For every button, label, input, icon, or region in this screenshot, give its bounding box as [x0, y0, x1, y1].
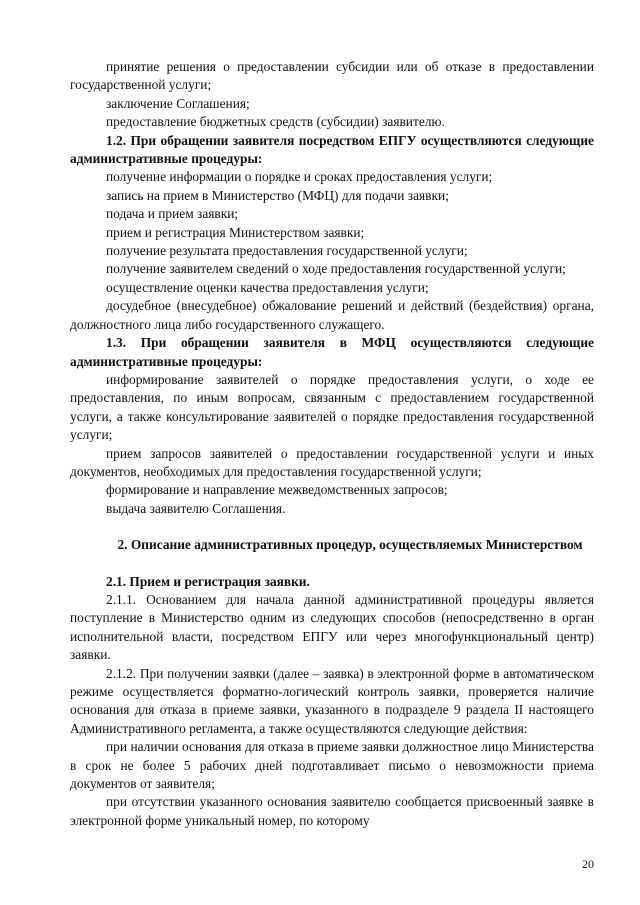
paragraph: 2.1.1. Основанием для начала данной административной процедуры является поступление в Министерство одним из следующих способов (непосредственно в орган исполнительной власти, посредством ЕПГУ или через многофункциональный центр) заявки.	[70, 591, 594, 663]
paragraph: получение информации о порядке и сроках предоставления услуги;	[106, 169, 493, 185]
page-number: 20	[582, 857, 594, 871]
paragraph: досудебное (внесудебное) обжалование решений и действий (бездействия) органа, должностного лица либо государственного служащего.	[70, 298, 594, 332]
subsection-heading: 1.2. При обращении заявителя посредством ЕПГУ осуществляются следующие административные процедуры:	[70, 132, 594, 167]
document-body	[70, 58, 594, 830]
paragraph: получение результата предоставления государственной услуги;	[106, 243, 468, 259]
paragraph: прием и регистрация Министерством заявки;	[106, 224, 365, 240]
paragraph: принятие решения о предоставлении субсидии или об отказе в предоставлении государственной услуги;	[70, 59, 594, 93]
paragraph: информирование заявителей о порядке предоставления услуги, о ходе ее предоставления, по иным вопросам, связанным с предоставлением государственной услуги, а также консультирование заявителей о порядке предоставления государственной услуги;	[70, 371, 594, 443]
paragraph: выдача заявителю Соглашения.	[106, 500, 286, 516]
paragraph: заключение Соглашения;	[106, 95, 250, 111]
paragraph: при отсутствии указанного основания заявителю сообщается присвоенный заявке в электронной форме уникальный номер, по которому	[70, 794, 594, 828]
paragraph: при наличии основания для отказа в приеме заявки должностное лицо Министерства в срок не более 5 рабочих дней подготавливает письмо о невозможности приема документов от заявителя;	[70, 739, 594, 792]
paragraph: получение заявителем сведений о ходе предоставления государственной услуги;	[106, 261, 566, 277]
section-heading: 2. Описание административных процедур, осуществляемых Министерством	[117, 537, 583, 553]
paragraph: формирование и направление межведомственных запросов;	[106, 482, 448, 498]
paragraph: запись на прием в Министерство (МФЦ) для подачи заявки;	[106, 187, 449, 203]
paragraph: 2.1.2. При получении заявки (далее – заявка) в электронной форме в автоматическом режиме осуществляется форматно-логический контроль заявки, проверяется наличие основания для отказа в приеме заявки, указанного в подразделе 9 раздела II настоящего Административного регламента, а также осуществляются следующие действия:	[70, 665, 594, 736]
paragraph: предоставление бюджетных средств (субсидии) заявителю.	[106, 114, 445, 130]
subsection-heading: 2.1. Прием и регистрация заявки.	[106, 573, 310, 589]
paragraph: прием запросов заявителей о предоставлении государственной услуги и иных документов, необходимых для предоставления государственной услуги;	[70, 445, 594, 479]
paragraph: осуществление оценки качества предоставления услуги;	[106, 279, 429, 295]
subsection-heading: 1.3. При обращении заявителя в МФЦ осуществляются следующие административные процедуры:	[70, 335, 594, 369]
paragraph: подача и прием заявки;	[106, 206, 239, 222]
